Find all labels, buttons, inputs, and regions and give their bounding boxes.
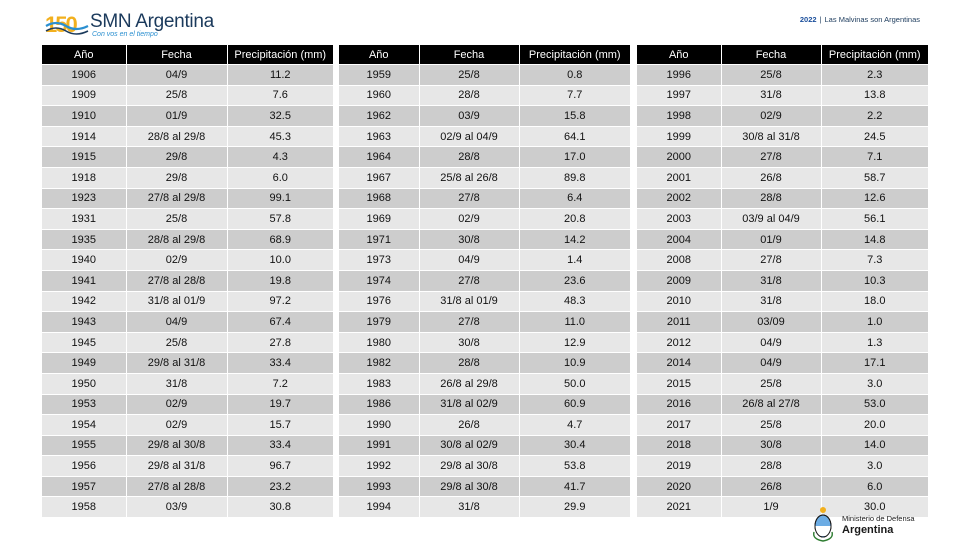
precip-cell: 30.8 (227, 497, 333, 517)
table-row (339, 353, 630, 374)
year-cell: 1992 (339, 456, 419, 477)
smn-logo (44, 10, 244, 40)
year-cell: 1973 (339, 250, 419, 271)
date-cell: 26/8 (721, 167, 821, 188)
year-cell: 1942 (42, 291, 126, 312)
year-cell: 2020 (637, 476, 721, 497)
precip-cell: 97.2 (227, 291, 333, 312)
date-cell: 30/8 (419, 229, 519, 250)
date-cell: 28/8 (721, 188, 821, 209)
date-cell: 04/9 (721, 332, 821, 353)
precip-cell: 20.8 (519, 209, 630, 230)
table-header-row (339, 45, 630, 65)
col-header-precip: Precipitación (mm) (821, 45, 928, 65)
table-row (637, 250, 928, 271)
table-row (339, 65, 630, 86)
precip-cell: 6.0 (227, 167, 333, 188)
precip-cell: 64.1 (519, 126, 630, 147)
year-cell: 1968 (339, 188, 419, 209)
precipitation-table-2 (339, 45, 630, 517)
table-row (42, 497, 333, 517)
precip-cell: 2.2 (821, 106, 928, 127)
year-cell: 1964 (339, 147, 419, 168)
year-cell: 1990 (339, 415, 419, 436)
date-cell: 31/8 (721, 85, 821, 106)
year-cell: 2003 (637, 209, 721, 230)
precip-cell: 1.0 (821, 312, 928, 333)
precip-cell: 67.4 (227, 312, 333, 333)
precip-cell: 1.3 (821, 332, 928, 353)
precip-cell: 19.8 (227, 270, 333, 291)
date-cell: 03/09 (721, 312, 821, 333)
precip-cell: 15.7 (227, 415, 333, 436)
col-header-year: Año (637, 45, 721, 65)
logo-number: 150 (45, 12, 76, 36)
precip-cell: 7.2 (227, 373, 333, 394)
precip-cell: 58.7 (821, 167, 928, 188)
year-cell: 1940 (42, 250, 126, 271)
precip-cell: 7.6 (227, 85, 333, 106)
year-cell: 2012 (637, 332, 721, 353)
table-row (339, 476, 630, 497)
date-cell: 31/8 (721, 291, 821, 312)
date-cell: 29/8 (126, 147, 227, 168)
table-row (339, 270, 630, 291)
logo-name: SMN Argentina (90, 11, 214, 32)
header-motto (800, 15, 920, 24)
precip-cell: 99.1 (227, 188, 333, 209)
date-cell: 02/9 (126, 415, 227, 436)
table-row (42, 456, 333, 477)
year-cell: 1915 (42, 147, 126, 168)
table-row (637, 188, 928, 209)
date-cell: 31/8 (721, 270, 821, 291)
precip-cell: 30.0 (821, 497, 928, 517)
precip-cell: 13.8 (821, 85, 928, 106)
date-cell: 01/9 (721, 229, 821, 250)
year-cell: 1991 (339, 435, 419, 456)
table-row (42, 85, 333, 106)
year-cell: 2015 (637, 373, 721, 394)
year-cell: 1960 (339, 85, 419, 106)
date-cell: 31/8 al 02/9 (419, 394, 519, 415)
date-cell: 25/8 (721, 373, 821, 394)
precip-cell: 23.2 (227, 476, 333, 497)
table-row (637, 270, 928, 291)
table-row (42, 126, 333, 147)
date-cell: 29/8 al 30/8 (126, 435, 227, 456)
year-cell: 1956 (42, 456, 126, 477)
year-cell: 1967 (339, 167, 419, 188)
col-header-precip: Precipitación (mm) (519, 45, 630, 65)
precip-cell: 33.4 (227, 435, 333, 456)
year-cell: 1953 (42, 394, 126, 415)
coat-of-arms-icon (812, 506, 834, 542)
table-row (42, 332, 333, 353)
year-cell: 1931 (42, 209, 126, 230)
table-row (42, 270, 333, 291)
precip-cell: 33.4 (227, 353, 333, 374)
precip-cell: 4.3 (227, 147, 333, 168)
precip-cell: 14.8 (821, 229, 928, 250)
table-header-row (42, 45, 333, 65)
date-cell: 31/8 al 01/9 (126, 291, 227, 312)
col-header-year: Año (42, 45, 126, 65)
year-cell: 1910 (42, 106, 126, 127)
year-cell: 1969 (339, 209, 419, 230)
table-row (42, 229, 333, 250)
precip-cell: 7.7 (519, 85, 630, 106)
table-row (339, 85, 630, 106)
date-cell: 28/8 (721, 456, 821, 477)
date-cell: 27/8 al 28/8 (126, 476, 227, 497)
year-cell: 2017 (637, 415, 721, 436)
precip-cell: 2.3 (821, 65, 928, 86)
date-cell: 28/8 (419, 353, 519, 374)
table-row (42, 106, 333, 127)
year-cell: 1945 (42, 332, 126, 353)
year-cell: 1906 (42, 65, 126, 86)
date-cell: 25/8 (126, 85, 227, 106)
year-cell: 1983 (339, 373, 419, 394)
year-cell: 2001 (637, 167, 721, 188)
table-row (42, 394, 333, 415)
precip-cell: 30.4 (519, 435, 630, 456)
precip-cell: 56.1 (821, 209, 928, 230)
date-cell: 27/8 (419, 270, 519, 291)
table-row (637, 415, 928, 436)
date-cell: 29/8 al 30/8 (419, 476, 519, 497)
precip-cell: 96.7 (227, 456, 333, 477)
year-cell: 1959 (339, 65, 419, 86)
table-row (637, 126, 928, 147)
date-cell: 28/8 (419, 147, 519, 168)
precip-cell: 11.0 (519, 312, 630, 333)
date-cell: 01/9 (126, 106, 227, 127)
date-cell: 25/8 al 26/8 (419, 167, 519, 188)
year-cell: 1943 (42, 312, 126, 333)
table-row (637, 435, 928, 456)
date-cell: 30/8 al 02/9 (419, 435, 519, 456)
table-row (42, 312, 333, 333)
precip-cell: 50.0 (519, 373, 630, 394)
precip-cell: 15.8 (519, 106, 630, 127)
date-cell: 27/8 (721, 147, 821, 168)
logo-tagline: Con vos en el tiempo (92, 31, 158, 38)
date-cell: 27/8 (419, 312, 519, 333)
table-row (42, 435, 333, 456)
precip-cell: 10.0 (227, 250, 333, 271)
col-header-date: Fecha (721, 45, 821, 65)
date-cell: 28/8 al 29/8 (126, 126, 227, 147)
precip-cell: 57.8 (227, 209, 333, 230)
table-row (637, 167, 928, 188)
table-header-row (637, 45, 928, 65)
precip-cell: 41.7 (519, 476, 630, 497)
date-cell: 25/8 (721, 415, 821, 436)
table-row (637, 229, 928, 250)
year-cell: 1955 (42, 435, 126, 456)
precip-cell: 68.9 (227, 229, 333, 250)
precip-cell: 14.0 (821, 435, 928, 456)
table-row (339, 126, 630, 147)
year-cell: 1941 (42, 270, 126, 291)
year-cell: 1909 (42, 85, 126, 106)
date-cell: 26/8 (721, 476, 821, 497)
col-header-date: Fecha (419, 45, 519, 65)
table-row (637, 291, 928, 312)
motto-year: 2022 (799, 15, 817, 24)
date-cell: 02/9 (721, 106, 821, 127)
table-row (42, 415, 333, 436)
year-cell: 1974 (339, 270, 419, 291)
year-cell: 1918 (42, 167, 126, 188)
date-cell: 25/8 (721, 65, 821, 86)
date-cell: 04/9 (419, 250, 519, 271)
year-cell: 2014 (637, 353, 721, 374)
year-cell: 1954 (42, 415, 126, 436)
precip-cell: 45.3 (227, 126, 333, 147)
precip-cell: 19.7 (227, 394, 333, 415)
date-cell: 29/8 al 31/8 (126, 353, 227, 374)
precip-cell: 53.8 (519, 456, 630, 477)
year-cell: 1976 (339, 291, 419, 312)
date-cell: 29/8 al 30/8 (419, 456, 519, 477)
precip-cell: 27.8 (227, 332, 333, 353)
year-cell: 1958 (42, 497, 126, 517)
date-cell: 04/9 (126, 65, 227, 86)
precip-cell: 11.2 (227, 65, 333, 86)
date-cell: 03/9 (126, 497, 227, 517)
table-row (637, 373, 928, 394)
table-row (637, 353, 928, 374)
year-cell: 1997 (637, 85, 721, 106)
table-row (637, 85, 928, 106)
year-cell: 1949 (42, 353, 126, 374)
table-row (339, 435, 630, 456)
precip-cell: 17.0 (519, 147, 630, 168)
date-cell: 1/9 (721, 497, 821, 517)
table-row (339, 497, 630, 517)
precip-cell: 10.9 (519, 353, 630, 374)
table-row (339, 188, 630, 209)
precip-cell: 29.9 (519, 497, 630, 517)
date-cell: 27/8 (721, 250, 821, 271)
year-cell: 1980 (339, 332, 419, 353)
precip-cell: 10.3 (821, 270, 928, 291)
year-cell: 2010 (637, 291, 721, 312)
year-cell: 1914 (42, 126, 126, 147)
date-cell: 04/9 (126, 312, 227, 333)
year-cell: 1999 (637, 126, 721, 147)
precip-cell: 48.3 (519, 291, 630, 312)
table-row (42, 209, 333, 230)
date-cell: 26/8 (419, 415, 519, 436)
col-header-date: Fecha (126, 45, 227, 65)
table-row (637, 65, 928, 86)
date-cell: 27/8 al 29/8 (126, 188, 227, 209)
precip-cell: 7.3 (821, 250, 928, 271)
ministry-name: Ministerio de Defensa (842, 514, 915, 523)
year-cell: 1957 (42, 476, 126, 497)
precip-cell: 7.1 (821, 147, 928, 168)
ministry-footer (812, 506, 942, 542)
table-row (42, 476, 333, 497)
precip-cell: 12.6 (821, 188, 928, 209)
table-row (637, 312, 928, 333)
table-row (339, 332, 630, 353)
year-cell: 1971 (339, 229, 419, 250)
table-row (42, 147, 333, 168)
year-cell: 2002 (637, 188, 721, 209)
date-cell: 04/9 (721, 353, 821, 374)
table-row (637, 147, 928, 168)
precip-cell: 32.5 (227, 106, 333, 127)
table-row (42, 373, 333, 394)
precip-cell: 3.0 (821, 456, 928, 477)
motto-text: Las Malvinas son Argentinas (824, 15, 920, 24)
date-cell: 03/9 (419, 106, 519, 127)
precip-cell: 14.2 (519, 229, 630, 250)
year-cell: 1986 (339, 394, 419, 415)
motto-separator: | (819, 15, 822, 24)
precipitation-table-1 (42, 45, 333, 517)
year-cell: 1923 (42, 188, 126, 209)
date-cell: 03/9 al 04/9 (721, 209, 821, 230)
year-cell: 2018 (637, 435, 721, 456)
year-cell: 2009 (637, 270, 721, 291)
date-cell: 27/8 (419, 188, 519, 209)
page-header (0, 0, 970, 42)
precip-cell: 0.8 (519, 65, 630, 86)
table-row (339, 209, 630, 230)
table-row (637, 456, 928, 477)
table-row (637, 106, 928, 127)
precip-cell: 12.9 (519, 332, 630, 353)
col-header-precip: Precipitación (mm) (227, 45, 333, 65)
date-cell: 30/8 al 31/8 (721, 126, 821, 147)
table-row (339, 147, 630, 168)
date-cell: 26/8 al 29/8 (419, 373, 519, 394)
precip-cell: 89.8 (519, 167, 630, 188)
date-cell: 29/8 (126, 167, 227, 188)
year-cell: 2011 (637, 312, 721, 333)
precip-cell: 3.0 (821, 373, 928, 394)
table-row (637, 394, 928, 415)
table-row (339, 456, 630, 477)
date-cell: 29/8 al 31/8 (126, 456, 227, 477)
precip-cell: 20.0 (821, 415, 928, 436)
date-cell: 28/8 (419, 85, 519, 106)
table-row (339, 394, 630, 415)
precip-cell: 53.0 (821, 394, 928, 415)
date-cell: 31/8 (126, 373, 227, 394)
year-cell: 1979 (339, 312, 419, 333)
table-row (42, 188, 333, 209)
table-row (339, 167, 630, 188)
table-row (637, 332, 928, 353)
smn-150-logo-icon (44, 12, 90, 36)
precip-cell: 17.1 (821, 353, 928, 374)
precipitation-table-3 (637, 45, 928, 517)
table-row (637, 209, 928, 230)
precip-cell: 60.9 (519, 394, 630, 415)
table-row (637, 476, 928, 497)
date-cell: 26/8 al 27/8 (721, 394, 821, 415)
table-row (42, 65, 333, 86)
year-cell: 1935 (42, 229, 126, 250)
table-row (339, 373, 630, 394)
date-cell: 02/9 al 04/9 (419, 126, 519, 147)
table-row (339, 291, 630, 312)
date-cell: 25/8 (126, 209, 227, 230)
year-cell: 1962 (339, 106, 419, 127)
precip-cell: 4.7 (519, 415, 630, 436)
date-cell: 30/8 (721, 435, 821, 456)
year-cell: 1996 (637, 65, 721, 86)
date-cell: 31/8 (419, 497, 519, 517)
precip-cell: 6.4 (519, 188, 630, 209)
precip-cell: 23.6 (519, 270, 630, 291)
date-cell: 02/9 (419, 209, 519, 230)
table-row (42, 353, 333, 374)
table-row (42, 250, 333, 271)
date-cell: 25/8 (419, 65, 519, 86)
year-cell: 1950 (42, 373, 126, 394)
year-cell: 2008 (637, 250, 721, 271)
year-cell: 2021 (637, 497, 721, 517)
country-name: Argentina (842, 524, 894, 536)
date-cell: 28/8 al 29/8 (126, 229, 227, 250)
precip-cell: 24.5 (821, 126, 928, 147)
precip-cell: 18.0 (821, 291, 928, 312)
year-cell: 1994 (339, 497, 419, 517)
year-cell: 2019 (637, 456, 721, 477)
table-row (339, 106, 630, 127)
precip-cell: 6.0 (821, 476, 928, 497)
year-cell: 2016 (637, 394, 721, 415)
table-row (339, 415, 630, 436)
date-cell: 31/8 al 01/9 (419, 291, 519, 312)
table-row (339, 229, 630, 250)
year-cell: 2000 (637, 147, 721, 168)
year-cell: 1998 (637, 106, 721, 127)
table-row (42, 291, 333, 312)
year-cell: 1963 (339, 126, 419, 147)
date-cell: 27/8 al 28/8 (126, 270, 227, 291)
date-cell: 25/8 (126, 332, 227, 353)
year-cell: 1982 (339, 353, 419, 374)
table-row (339, 250, 630, 271)
date-cell: 02/9 (126, 394, 227, 415)
table-row (339, 312, 630, 333)
date-cell: 02/9 (126, 250, 227, 271)
table-row (42, 167, 333, 188)
date-cell: 30/8 (419, 332, 519, 353)
year-cell: 2004 (637, 229, 721, 250)
precip-cell: 1.4 (519, 250, 630, 271)
year-cell: 1993 (339, 476, 419, 497)
col-header-year: Año (339, 45, 419, 65)
